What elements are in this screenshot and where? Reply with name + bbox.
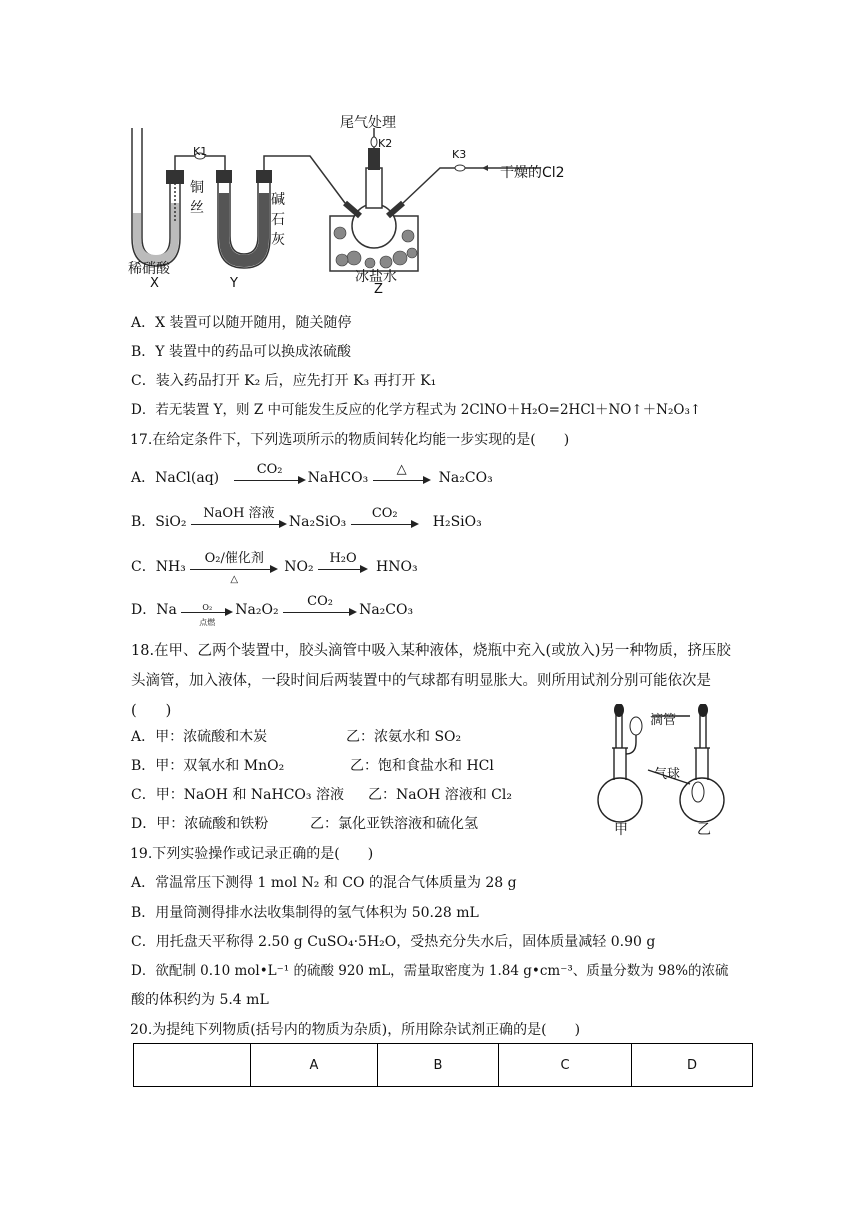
table-row [134, 1044, 753, 1087]
q17-b-label: B． [131, 514, 156, 530]
q20-stem: 20.为提纯下列物质(括号内的物质为杂质)，所用除杂试剂正确的是( ) [130, 1022, 581, 1038]
q20-table [133, 1043, 753, 1087]
q19-option-c: C．用托盘天平称得 2.50 g CuSO₄·5H₂O，受热充分失水后，固体质量减轻 0.90 g [131, 934, 656, 950]
q18-option-c [131, 785, 512, 805]
balloon-label: 气球 [654, 767, 681, 782]
ice-salt-water-label: 冰盐水 [355, 269, 397, 285]
q17-a-a2: △ [396, 462, 407, 477]
dropper-label: 滴管 [650, 713, 677, 728]
arrow-icon [234, 462, 306, 488]
table-header-cell: B [378, 1044, 499, 1087]
arrow-icon [318, 551, 368, 577]
dilute-nitric-label: 稀硝酸 [128, 261, 170, 277]
table-header-cell: A [251, 1044, 378, 1087]
q17-b-s2: Na₂SiO₃ [288, 514, 347, 530]
k2-label: K2 [378, 137, 393, 150]
arrow-icon [181, 600, 233, 627]
q16-option-b: B．Y 装置中的药品可以换成浓硫酸 [131, 344, 351, 360]
q18-a-jia: A．甲：浓硫酸和木炭 [131, 729, 268, 745]
q19-stem: 19.下列实验操作或记录正确的是( ) [130, 846, 374, 862]
q18-d-jia: D．甲：浓硫酸和铁粉 [131, 816, 269, 832]
q17-a-label: A． [131, 470, 156, 486]
q17-c-s2: NO₂ [284, 559, 314, 575]
q17-c-a2: H₂O [329, 551, 357, 566]
arrow-icon [373, 462, 431, 488]
arrow-icon [190, 551, 278, 585]
q17-a-a1: CO₂ [256, 462, 283, 477]
q17-a-s2: NaHCO₃ [307, 470, 369, 486]
q19-option-a: A．常温常压下测得 1 mol N₂ 和 CO 的混合气体质量为 28 g [131, 875, 517, 891]
q18-stem: 18.在甲、乙两个装置中，胶头滴管中吸入某种液体，烧瓶中充入(或放入)另一种物质，挤压胶头滴管，加入液体，一段时间后两装置中的气球都有明显胀大。则所用试剂分别可能依次是( ) [131, 643, 731, 719]
q17-c-label: C． [131, 559, 156, 575]
q17-c-a1b: △ [230, 574, 239, 585]
q17-d-s2: Na₂O₂ [235, 602, 279, 618]
q18-option-a [131, 727, 462, 747]
q17-d-label: D． [131, 602, 157, 618]
q17-d-a1: O₂ [202, 603, 213, 612]
arrow-icon [191, 506, 287, 532]
q17-c-a1: O₂/催化剂 [204, 551, 264, 566]
soda-lime-label: 碱石灰 [271, 192, 285, 248]
q17-option-a [131, 462, 493, 488]
q17-d-s1: Na [156, 602, 177, 618]
q17-d-a1b: 点燃 [199, 618, 216, 627]
copper-wire-label: 铜丝 [190, 180, 204, 216]
q17-d-a2: CO₂ [307, 594, 333, 609]
arrow-icon [283, 594, 357, 620]
z-label: Z [374, 282, 383, 297]
q17-option-b [131, 506, 482, 532]
x-label: X [150, 276, 159, 291]
dry-cl2-label: 干燥的Cl2 [500, 165, 565, 181]
q16-option-a: A．X 装置可以随开随用，随关随停 [131, 315, 352, 331]
q18-option-d [131, 814, 478, 834]
q17-a-s3: Na₂CO₃ [438, 470, 493, 486]
q17-b-a2: CO₂ [371, 506, 398, 521]
q17-c-s3: HNO₃ [376, 559, 418, 575]
q16-option-d: D．若无装置 Y，则 Z 中可能发生反应的化学方程式为 2ClNO＋H₂O=2HCl＋NO↑＋N₂O₃↑ [131, 402, 702, 418]
q17-a-s1: NaCl(aq) [155, 470, 220, 486]
q18-option-b [131, 756, 494, 776]
q17-stem: 17.在给定条件下，下列选项所示的物质间转化均能一步实现的是( ) [130, 432, 570, 448]
q19-option-b: B．用量筒测得排水法收集制得的氢气体积为 50.28 mL [131, 905, 479, 921]
q17-b-s3: H₂SiO₃ [432, 514, 482, 530]
q16-option-c: C．装入药品打开 K₂ 后，应先打开 K₃ 再打开 K₁ [131, 373, 437, 389]
q18-a-yi: 乙：浓氨水和 SO₂ [346, 729, 462, 745]
q18-b-yi: 乙：饱和食盐水和 HCl [350, 758, 494, 774]
q18-b-jia: B．甲：双氧水和 MnO₂ [131, 758, 285, 774]
q18-c-jia: C．甲：NaOH 和 NaHCO₃ 溶液 [131, 787, 344, 803]
q18-d-yi: 乙：氯化亚铁溶液和硫化氢 [310, 816, 478, 832]
k1-label: K1 [193, 145, 208, 158]
y-label: Y [230, 276, 238, 291]
q17-option-c [131, 551, 418, 585]
table-header-cell [134, 1044, 251, 1087]
q17-b-a1: NaOH 溶液 [203, 506, 275, 521]
q19-option-d-cont: 酸的体积约为 5.4 mL [131, 992, 269, 1008]
q17-d-s3: Na₂CO₃ [359, 602, 414, 618]
jia-label: 甲 [614, 822, 628, 838]
q17-option-d [131, 594, 414, 627]
arrow-icon [351, 506, 419, 532]
q18-c-yi: 乙：NaOH 溶液和 Cl₂ [368, 787, 512, 803]
q17-c-s1: NH₃ [155, 559, 186, 575]
table-header-cell: D [632, 1044, 753, 1087]
k3-label: K3 [452, 148, 467, 161]
yi-label: 乙 [697, 822, 711, 838]
q17-b-s1: SiO₂ [155, 514, 187, 530]
table-header-cell: C [499, 1044, 632, 1087]
q19-option-d: D．欲配制 0.10 mol•L⁻¹ 的硫酸 920 mL，需量取密度为 1.84 g•cm⁻³、质量分数为 98%的浓硫 [131, 963, 729, 979]
tail-gas-label: 尾气处理 [340, 115, 396, 131]
